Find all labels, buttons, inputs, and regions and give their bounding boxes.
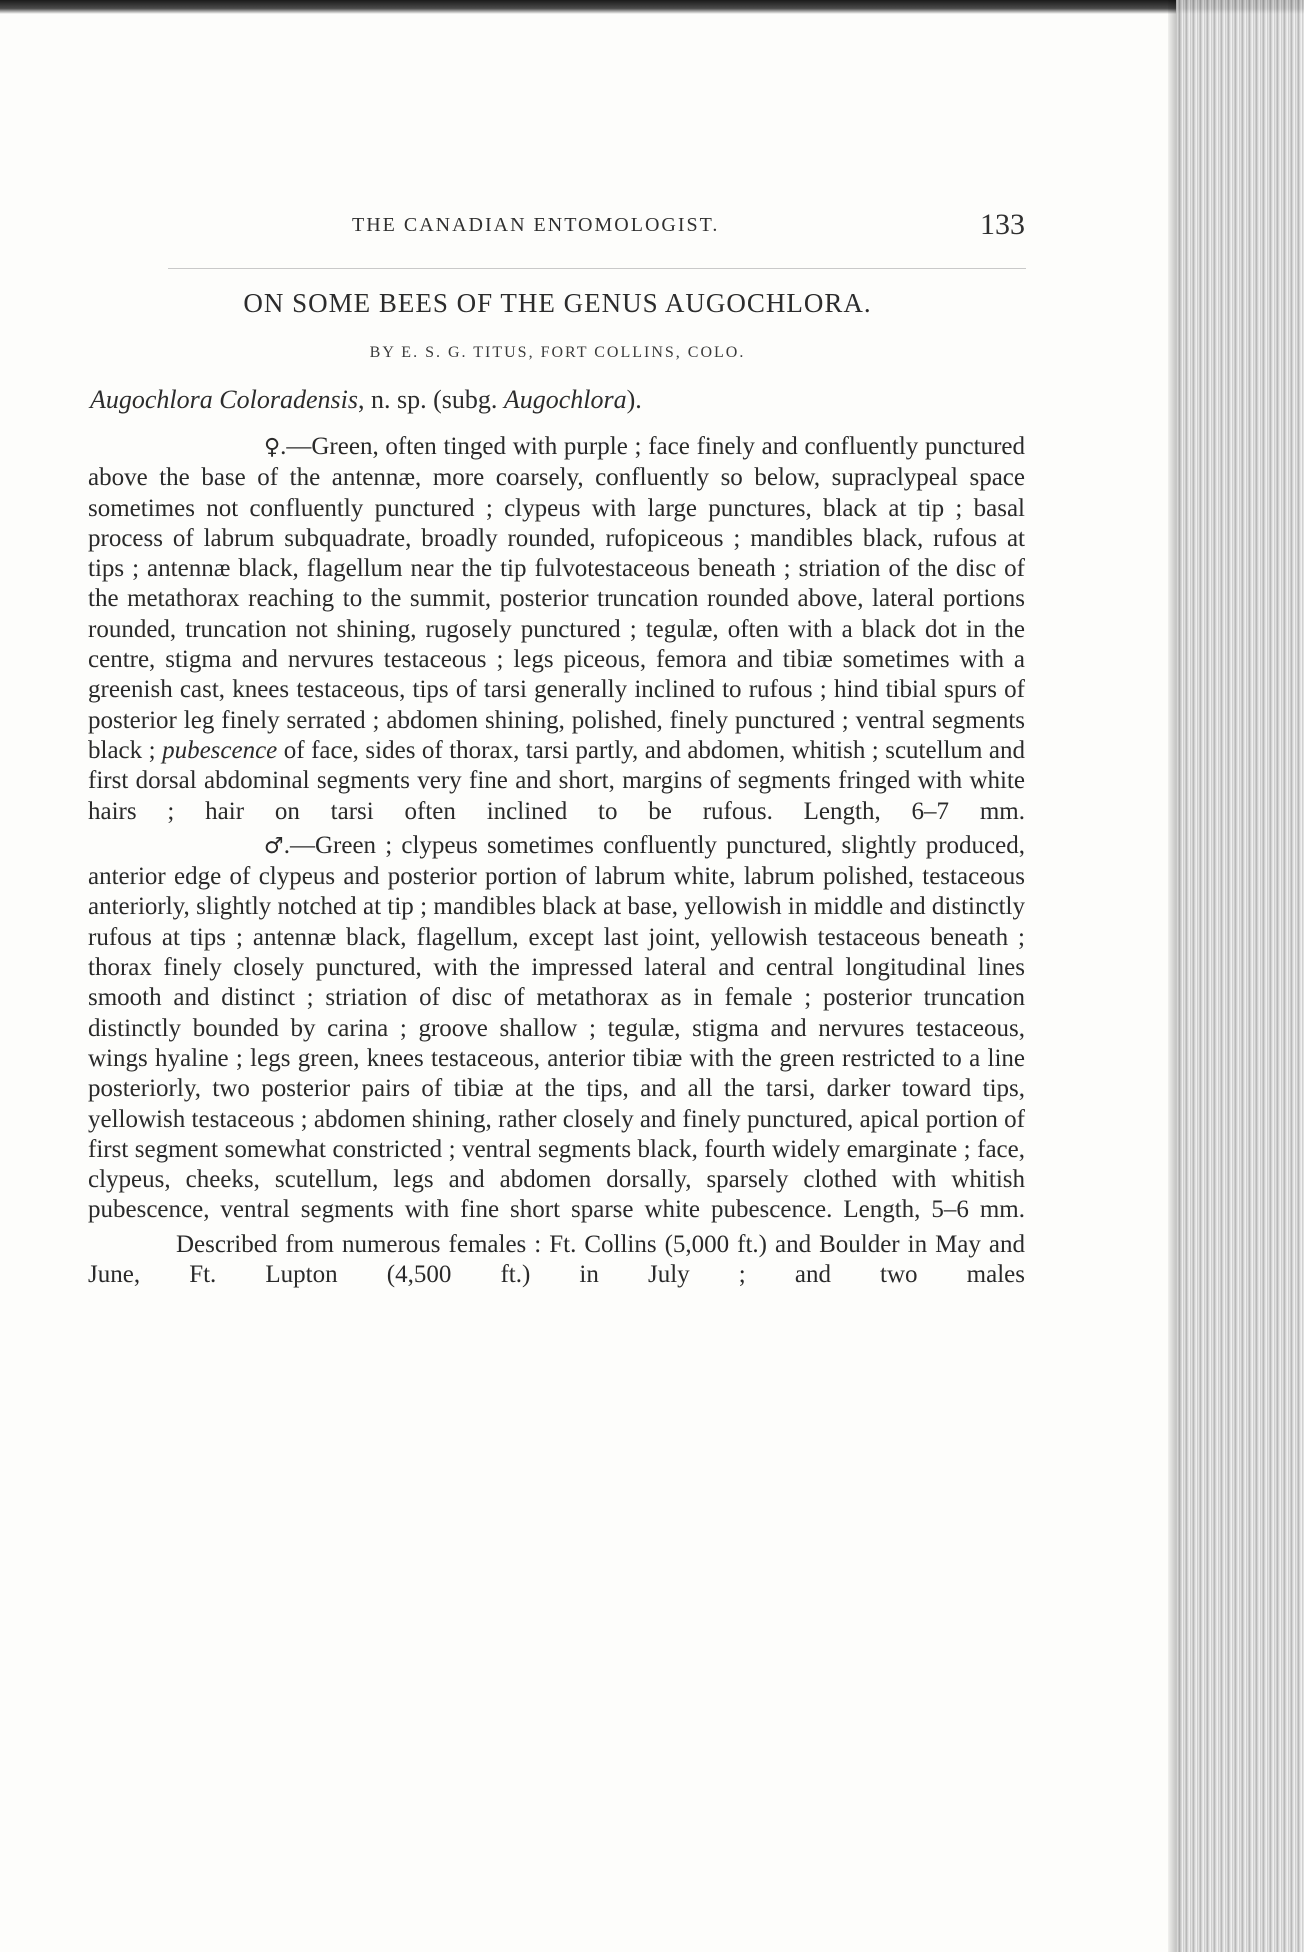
species-name: Augochlora Coloradensis — [90, 385, 358, 414]
page-number: 133 — [980, 208, 1025, 241]
female-description-text: .—Green, often tinged with purple ; face finely and confluently punctured above the base of the antennæ, more coarsely, confluently so below, supraclypeal space sometimes not confluently punctured ; clypeus with large punctures, black at tip ; basal process of labrum subquadrate, broadly rounded, rufopiceous ; mandibles black, rufous at tips ; antennæ black, flagellum near the tip fulvotestaceous beneath ; striation of the disc of the metathorax reaching to the summit, posterior truncation rounded above, lateral portions rounded, truncation not shining, rugosely punctured ; tegulæ, often with a black dot in the centre, stigma and nervures testaceous ; legs piceous, femora and tibiæ sometimes with a greenish cast, knees testaceous, tips of tarsi generally inclined to rufous ; hind tibial spurs of posterior leg finely serrated ; abdomen shining, polished, finely punctured ; ventral segments black ; — [88, 433, 1025, 764]
species-suffix: , n. sp. (subg. — [357, 385, 498, 414]
article-title: ON SOME BEES OF THE GENUS AUGOCHLORA. — [243, 288, 872, 318]
female-description-paragraph — [88, 432, 1025, 827]
running-header — [90, 208, 1025, 248]
female-description-text-continued: of face, sides of thorax, tarsi partly, and abdomen, whitish ; scutellum and first dorsal abdominal segments very fine and short, margins of segments fringed with white hairs ; hair on tarsi often inclined to be rufous. Length, 6–7 mm. — [88, 736, 1026, 825]
closing-paragraph-text: Described from numerous females : Ft. Collins (5,000 ft.) and Boulder in May and June, Ft. Lupton (4,500 ft.) in July ; and two males — [88, 1230, 1025, 1289]
closing-paragraph — [88, 1230, 1025, 1291]
header-rule — [168, 268, 1026, 269]
subgenus-name: Augochlora — [503, 385, 627, 414]
journal-title: THE CANADIAN ENTOMOLOGIST. — [352, 214, 720, 236]
scan-top-edge — [0, 0, 1304, 14]
male-description-paragraph — [88, 831, 1025, 1226]
subgenus-close: ). — [626, 385, 642, 414]
female-symbol-icon: ♀ — [264, 435, 281, 460]
book-page-stack-edge — [1176, 0, 1304, 1952]
male-symbol-icon: ♂ — [264, 833, 284, 859]
article-byline: BY E. S. G. TITUS, FORT COLLINS, COLO. — [369, 344, 746, 361]
species-heading — [90, 385, 1025, 415]
article-body — [88, 432, 1025, 1294]
male-description-text: .—Green ; clypeus sometimes confluently punctured, slightly produced, anterior edge of clypeus and posterior portion of labrum white, labrum polished, testaceous anteriorly, slightly notched at tip ; mandibles black at base, yellowish in middle and distinctly rufous at tips ; antennæ black, flagellum, except last joint, yellowish testaceous beneath ; thorax finely closely punctured, with the impressed lateral and central longitudinal lines smooth and distinct ; striation of disc of metathorax as in female ; posterior truncation distinctly bounded by carina ; groove shallow ; tegulæ, stigma and nervures testaceous, wings hyaline ; legs green, knees testaceous, anterior tibiæ with the green restricted to a line posteriorly, two posterior pairs of tibiæ at the tips, and all the tarsi, darker toward tips, yellowish testaceous ; abdomen shining, rather closely and finely punctured, apical portion of first segment somewhat constricted ; ventral segments black, fourth widely emarginate ; face, clypeus, cheeks, scutellum, legs and abdomen dorsally, sparsely clothed with whitish pubescence, ventral segments with fine short sparse white pubescence. Length, 5–6 mm. — [88, 831, 1025, 1224]
female-italic-word: pubescence — [162, 736, 278, 764]
